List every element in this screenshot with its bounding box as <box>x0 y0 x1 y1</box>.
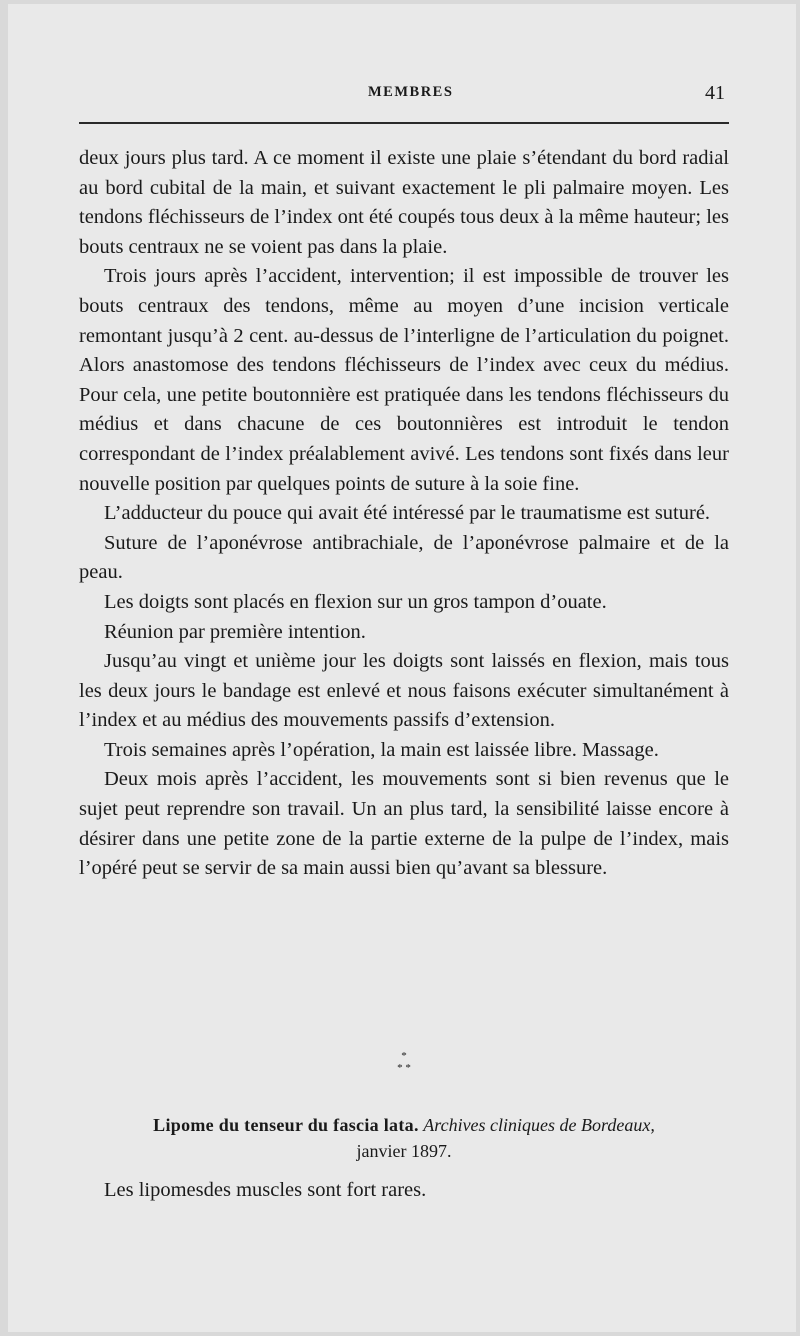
reference-title: Lipome du tenseur du fascia lata. <box>153 1115 419 1135</box>
header-rule <box>79 122 729 124</box>
separator-bottom-stars: * * <box>397 1062 411 1074</box>
reference-date: janvier 1897. <box>356 1141 452 1161</box>
paragraph: Jusqu’au vingt et unième jour les doigts sont laissés en flexion, mais tous les deux jours le bandage est enlevé et nous faisons exécuter simultanément à l’index et au médius des mouvements passifs d’extension. <box>79 650 729 732</box>
running-header <box>79 82 729 108</box>
running-title: MEMBRES <box>368 84 454 100</box>
paragraph: Suture de l’aponévrose antibrachiale, de l’aponévrose palmaire et de la peau. <box>79 531 729 584</box>
paragraph: L’adducteur du pouce qui avait été intéressé par le traumatisme est suturé. <box>104 502 711 525</box>
reference-heading <box>79 1112 729 1164</box>
separator-top-star: * <box>401 1050 407 1062</box>
closing-paragraph: Les lipomesdes muscles sont fort rares. <box>104 1179 427 1201</box>
reference-journal: Archives cliniques de Bordeaux, <box>423 1115 655 1135</box>
body-text <box>79 144 729 884</box>
paragraph: Deux mois après l’accident, les mouvements sont si bien revenus que le sujet peut reprendre son travail. Un an plus tard, la sensibilité laisse encore à désirer dans une petite zone de la partie externe de la pulpe de l’index, mais l’opéré peut se servir de sa main aussi bien qu’avant sa blessure. <box>79 768 729 880</box>
paragraph-continued: deux jours plus tard. A ce moment il existe une plaie s’étendant du bord radial au bord cubital de la main, et suivant exactement le pli palmaire moyen. Les tendons fléchisseurs de l’index ont été coupés tous deux à la même hauteur; les bouts centraux ne se voient pas dans la plaie. <box>79 147 729 258</box>
paragraph: Réunion par première intention. <box>104 620 366 643</box>
paragraph: Trois semaines après l’opération, la main est laissée libre. Massage. <box>104 738 659 761</box>
page-number: 41 <box>705 82 725 104</box>
section-separator <box>380 1050 428 1080</box>
paragraph: Trois jours après l’accident, intervention; il est impossible de trouver les bouts centraux des tendons, même au moyen d’une incision verticale remontant jusqu’à 2 cent. au-dessus de l’interligne de l’articulation du poignet. Alors anastomose des tendons fléchisseurs de l’index avec ceux du médius. Pour cela, une petite boutonnière est pratiquée dans les tendons fléchisseurs du médius et dans chacune de ces boutonnières est introduit le tendon correspondant de l’index préalablement avivé. Les tendons sont fixés dans leur nouvelle position par quelques points de suture à la soie fine. <box>79 265 729 495</box>
paragraph: Les doigts sont placés en flexion sur un gros tampon d’ouate. <box>104 590 607 613</box>
